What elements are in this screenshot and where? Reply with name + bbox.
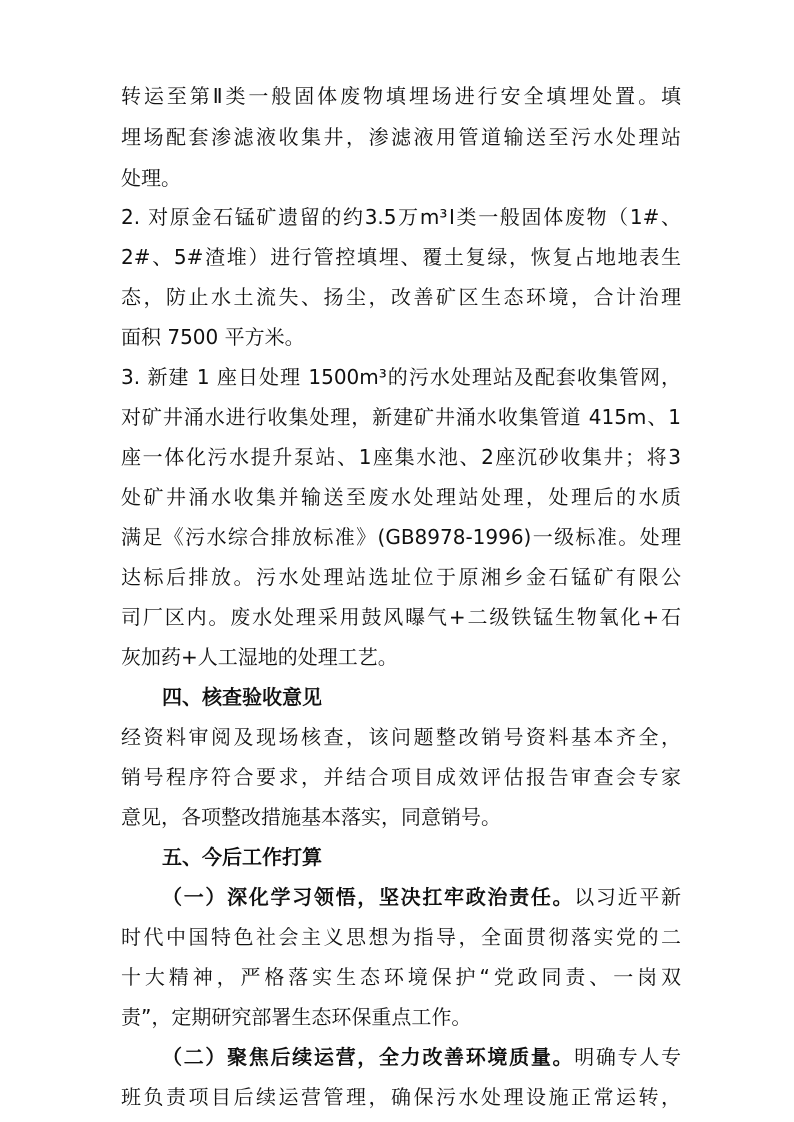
- body-line: 对矿井涌水进行收集处理，新建矿井涌水收集管道 415m、1: [121, 405, 681, 429]
- paragraph-1-lead: （一）深化学习领悟，坚决扛牢政治责任。: [162, 885, 575, 909]
- body-line: 达标后排放。污水处理站选址位于原湘乡金石锰矿有限公: [121, 565, 681, 589]
- body-line: 态，防止水土流失、扬尘，改善矿区生态环境，合计治理: [121, 285, 681, 309]
- list-item-3: 3. 新建 1 座日处理 1500m³的污水处理站及配套收集管网，: [121, 365, 681, 389]
- section-heading-4: 四、核查验收意见: [162, 685, 322, 709]
- body-line: 班负责项目后续运营管理，确保污水处理设施正常运转，: [121, 1085, 681, 1109]
- paragraph-1-text: 以习近平新: [574, 885, 681, 909]
- body-line: 十大精神，严格落实生态环境保护“党政同责、一岗双: [121, 965, 681, 989]
- body-line: 转运至第Ⅱ类一般固体废物填埋场进行安全填埋处置。填: [121, 84, 681, 108]
- section-heading-5: 五、今后工作打算: [162, 845, 322, 869]
- paragraph-2-lead: （二）聚焦后续运营，全力改善环境质量。: [162, 1045, 575, 1069]
- body-line: 埋场配套渗滤液收集井，渗滤液用管道输送至污水处理站: [121, 125, 681, 149]
- body-line: 经资料审阅及现场核查，该问题整改销号资料基本齐全，: [121, 725, 681, 749]
- paragraph-2-text: 明确专人专: [574, 1045, 681, 1069]
- body-line: 面积 7500 平方米。: [121, 325, 305, 349]
- body-line: 司厂区内。废水处理采用鼓风曝气+二级铁锰生物氧化+石: [121, 605, 681, 629]
- body-line: 处矿井涌水收集并输送至废水处理站处理，处理后的水质: [121, 485, 681, 509]
- body-line: 责”，定期研究部署生态环保重点工作。: [121, 1005, 472, 1029]
- body-line: 满足《污水综合排放标准》(GB8978-1996)一级标准。处理: [121, 525, 681, 549]
- paragraph-2-first-line: [162, 1042, 681, 1072]
- body-line: 意见，各项整改措施基本落实，同意销号。: [121, 805, 501, 829]
- list-item-2: 2. 对原金石锰矿遗留的约3.5万m³Ⅰ类一般固体废物（1#、: [121, 205, 681, 229]
- body-line: 时代中国特色社会主义思想为指导，全面贯彻落实党的二: [121, 925, 681, 949]
- body-line: 2#、5#渣堆）进行管控填埋、覆土复绿，恢复占地地表生: [121, 245, 681, 269]
- body-line: 处理。: [121, 166, 181, 190]
- body-line: 灰加药+人工湿地的处理工艺。: [121, 645, 398, 669]
- body-line: 销号程序符合要求，并结合项目成效评估报告审查会专家: [121, 765, 681, 789]
- body-line: 座一体化污水提升泵站、1座集水池、2座沉砂收集井；将3: [121, 445, 681, 469]
- paragraph-1-first-line: [162, 882, 681, 912]
